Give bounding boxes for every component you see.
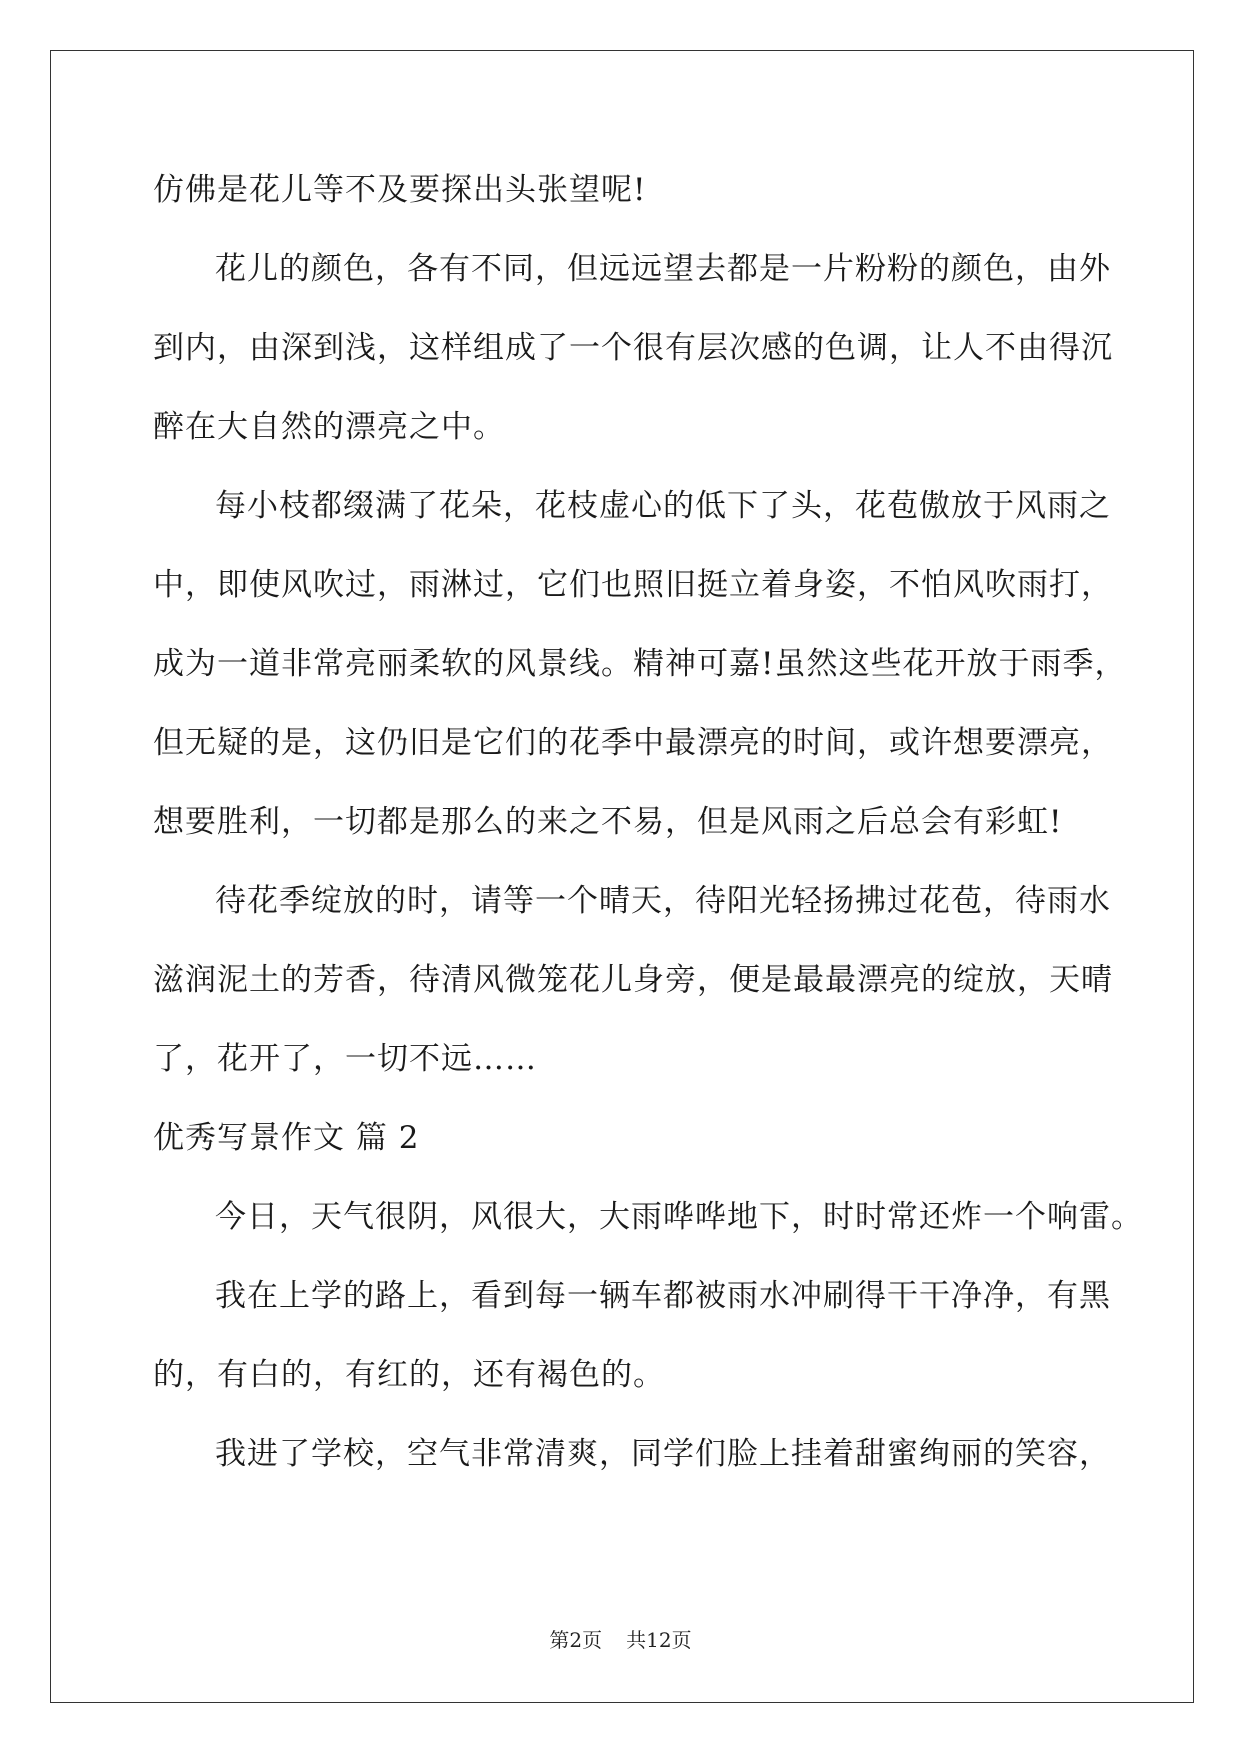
page-number: 第2页 (549, 1628, 603, 1652)
section-heading: 优秀写景作文 篇 2 (153, 1120, 420, 1156)
text-line: 仿佛是花儿等不及要探出头张望呢! (153, 172, 647, 208)
text-line: 醉在大自然的漂亮之中。 (153, 409, 505, 445)
page-footer (0, 1624, 1241, 1653)
text-line: 到内，由深到浅，这样组成了一个很有层次感的色调，让人不由得沉 (153, 330, 1113, 366)
text-line: 但无疑的是，这仍旧是它们的花季中最漂亮的时间，或许想要漂亮， (153, 725, 1113, 761)
text-line: 想要胜利，一切都是那么的来之不易，但是风雨之后总会有彩虹! (153, 804, 1063, 840)
paragraph-start-line: 今日，天气很阴，风很大，大雨哗哗地下，时时常还炸一个响雷。 (215, 1199, 1143, 1235)
paragraph-start-line: 待花季绽放的时，请等一个晴天，待阳光轻扬拂过花苞，待雨水 (215, 883, 1111, 919)
text-line: 滋润泥土的芳香，待清风微笼花儿身旁，便是最最漂亮的绽放，天晴 (153, 962, 1113, 998)
paragraph-start-line: 花儿的颜色，各有不同，但远远望去都是一片粉粉的颜色，由外 (215, 251, 1111, 287)
paragraph-start-line: 我在上学的路上，看到每一辆车都被雨水冲刷得干干净净，有黑 (215, 1278, 1111, 1314)
paragraph-start-line: 我进了学校，空气非常清爽，同学们脸上挂着甜蜜绚丽的笑容， (215, 1436, 1111, 1472)
text-line: 成为一道非常亮丽柔软的风景线。精神可嘉!虽然这些花开放于雨季， (153, 646, 1127, 682)
text-line: 了，花开了，一切不远…… (153, 1041, 537, 1077)
text-line: 的，有白的，有红的，还有褐色的。 (153, 1357, 665, 1393)
text-line: 中，即使风吹过，雨淋过，它们也照旧挺立着身姿，不怕风吹雨打， (153, 567, 1113, 603)
page-total: 共12页 (626, 1628, 692, 1652)
document-body (153, 160, 1143, 1503)
paragraph-start-line: 每小枝都缀满了花朵，花枝虚心的低下了头，花苞傲放于风雨之 (215, 488, 1111, 524)
